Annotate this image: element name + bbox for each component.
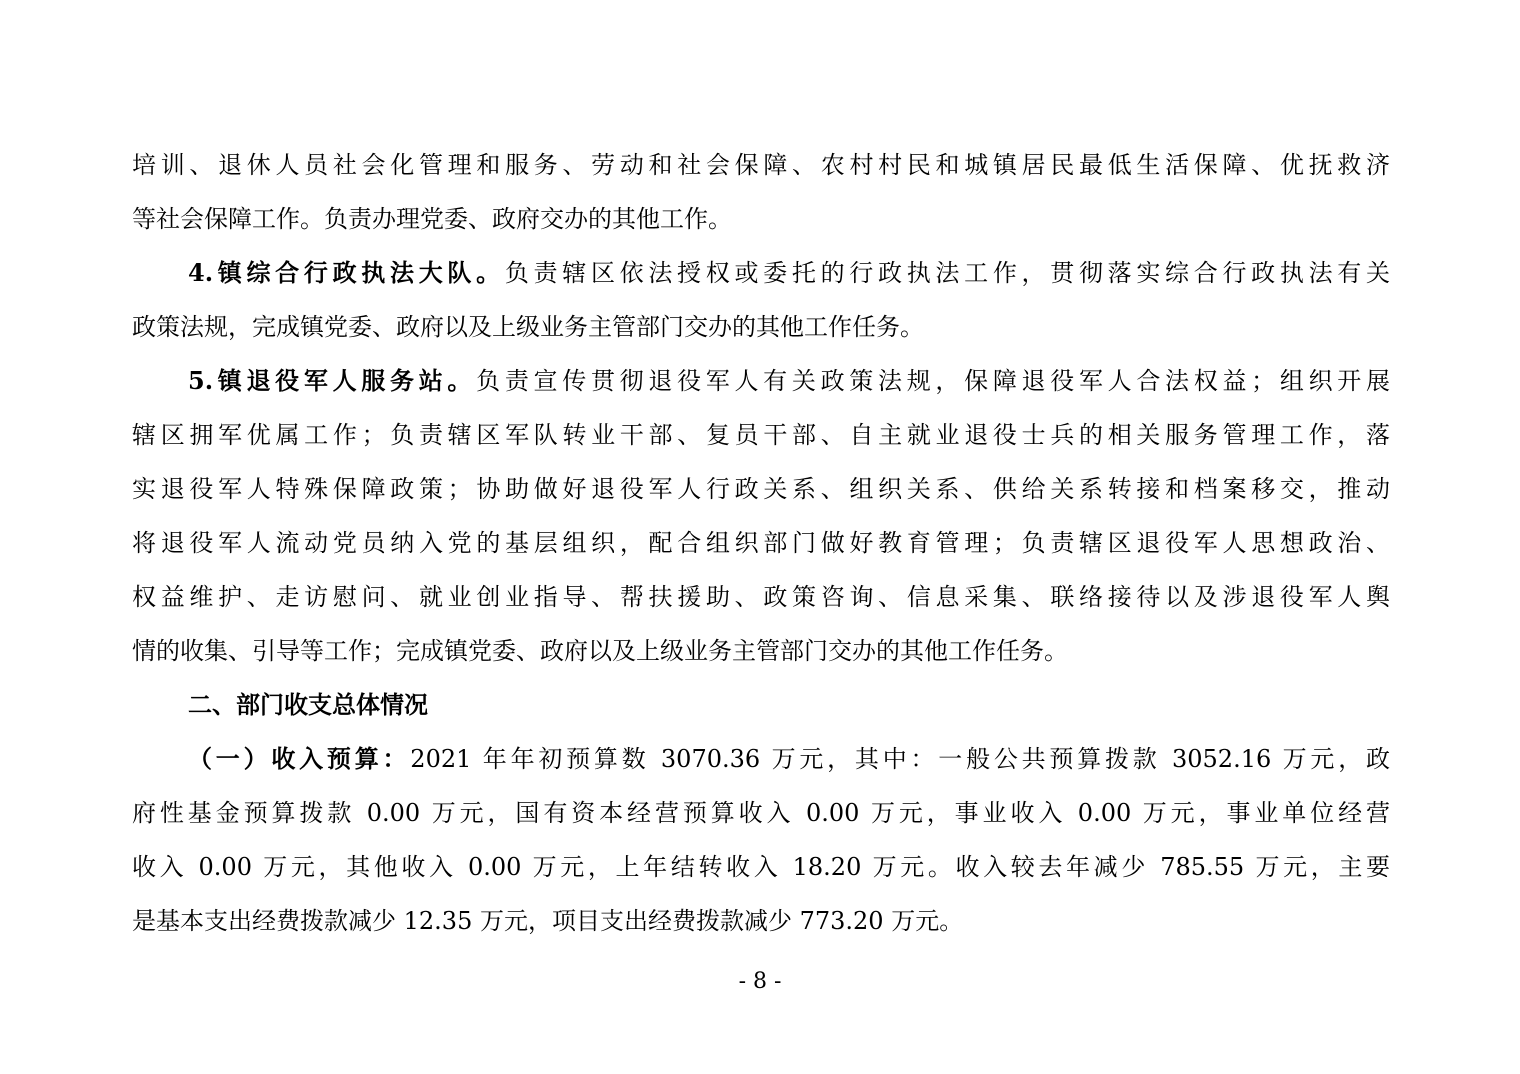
paragraph-first-line <box>132 246 1390 300</box>
paragraph-line: 府性基金预算拨款 0.00 万元，国有资本经营预算收入 0.00 万元，事业收入 0.00 万元，事业单位经营 <box>132 799 1390 827</box>
paragraph-line: 情的收集、引导等工作；完成镇党委、政府以及上级业务主管部门交办的其他工作任务。 <box>132 637 1068 665</box>
item-title: （一）收入预算： <box>188 744 411 773</box>
paragraph-line: 政策法规，完成镇党委、政府以及上级业务主管部门交办的其他工作任务。 <box>132 313 924 341</box>
paragraph-first-line <box>132 354 1390 408</box>
paragraph-line: 辖区拥军优属工作；负责辖区军队转业干部、复员干部、自主就业退役士兵的相关服务管理工作，落 <box>132 421 1390 449</box>
paragraph-line: 实退役军人特殊保障政策；协助做好退役军人行政关系、组织关系、供给关系转接和档案移交，推动 <box>132 475 1390 503</box>
paragraph-line: 等社会保障工作。负责办理党委、政府交办的其他工作。 <box>132 205 732 233</box>
item-title: 5.镇退役军人服务站。 <box>188 366 477 395</box>
paragraph-line: 培训、退休人员社会化管理和服务、劳动和社会保障、农村村民和城镇居民最低生活保障、优抚救济 <box>132 151 1390 179</box>
paragraph-line: 收入 0.00 万元，其他收入 0.00 万元，上年结转收入 18.20 万元。收入较去年减少 785.55 万元，主要 <box>132 853 1390 881</box>
item-text: 负责宣传贯彻退役军人有关政策法规，保障退役军人合法权益；组织开展 <box>476 367 1391 395</box>
item-text: 2021 年年初预算数 3070.36 万元，其中：一般公共预算拨款 3052.16 万元，政 <box>410 745 1391 773</box>
paragraph-first-line <box>132 732 1390 786</box>
paragraph-line: 将退役军人流动党员纳入党的基层组织，配合组织部门做好教育管理；负责辖区退役军人思想政治、 <box>132 529 1390 557</box>
paragraph-line: 是基本支出经费拨款减少 12.35 万元，项目支出经费拨款减少 773.20 万元。 <box>132 907 964 935</box>
item-title: 4.镇综合行政执法大队。 <box>188 258 505 287</box>
paragraph-line: 权益维护、走访慰问、就业创业指导、帮扶援助、政策咨询、信息采集、联络接待以及涉退役军人舆 <box>132 583 1390 611</box>
section-heading: 二、部门收支总体情况 <box>188 691 428 719</box>
document-body <box>132 138 1390 948</box>
page-number: - 8 - <box>738 969 782 994</box>
item-text: 负责辖区依法授权或委托的行政执法工作，贯彻落实综合行政执法有关 <box>504 259 1390 287</box>
